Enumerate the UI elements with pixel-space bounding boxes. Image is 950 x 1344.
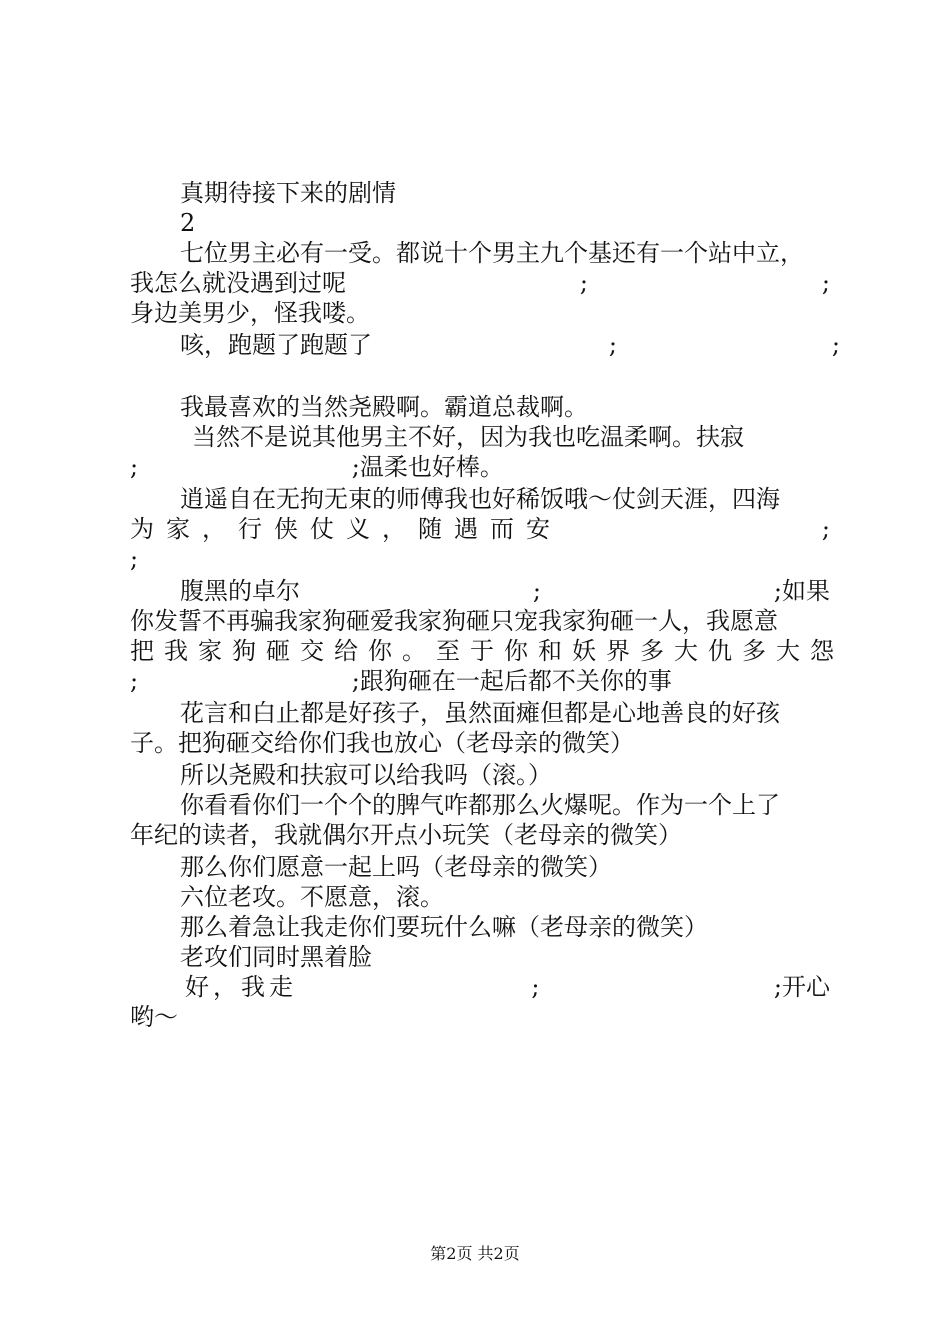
text-line: 你发誓不再骗我家狗砸爱我家狗砸只宠我家狗砸一人，我愿意 xyxy=(130,607,778,635)
text-segment: ;如果 xyxy=(773,577,830,605)
text-line xyxy=(130,576,830,606)
text-segment: ; xyxy=(821,269,830,297)
page-footer: 第2页 共2页 xyxy=(430,1244,520,1263)
text-segment: 我怎么就没遇到过呢 xyxy=(130,269,346,297)
text-line: 身边美男少，怪我喽。 xyxy=(130,299,370,327)
text-segment: ; xyxy=(579,269,588,297)
text-line xyxy=(130,452,504,482)
text-segment: ; xyxy=(608,331,617,359)
text-segment: ;开心 xyxy=(773,973,830,1001)
text-line xyxy=(180,330,840,360)
text-segment: ; xyxy=(821,515,830,543)
text-line: 花言和白止都是好孩子，虽然面瘫但都是心地善良的好孩 xyxy=(180,699,780,727)
text-line: 你看看你们一个个的脾气咋都那么火爆呢。作为一个上了 xyxy=(180,791,780,819)
text-segment: 好，我走 xyxy=(185,973,297,1001)
text-line xyxy=(130,972,830,1002)
text-line: 七位男主必有一受。都说十个男主九个基还有一个站中立， xyxy=(180,239,804,267)
text-line: 那么着急让我走你们要玩什么嘛（老母亲的微笑） xyxy=(180,913,708,941)
text-line xyxy=(130,666,672,696)
text-segment: 为家，行侠仗义，随遇而安 xyxy=(130,515,562,543)
text-segment: ; xyxy=(532,577,541,605)
text-line: ; xyxy=(130,545,139,573)
text-line: 六位老攻。不愿意，滚。 xyxy=(180,883,444,911)
text-line: 真期待接下来的剧情 xyxy=(180,179,396,207)
text-line: 当然不是说其他男主不好，因为我也吃温柔啊。扶寂 xyxy=(192,423,744,451)
text-segment: ;跟狗砸在一起后都不关你的事 xyxy=(351,667,672,695)
text-segment: ; xyxy=(531,973,540,1001)
text-line: 哟～ xyxy=(130,1003,178,1031)
text-line xyxy=(130,268,830,298)
text-line: 那么你们愿意一起上吗（老母亲的微笑） xyxy=(180,853,612,881)
text-line: 2 xyxy=(180,209,196,237)
text-line xyxy=(130,514,830,544)
text-line: 子。把狗砸交给你们我也放心（老母亲的微笑） xyxy=(130,729,634,757)
text-line: 我最喜欢的当然尧殿啊。霸道总裁啊。 xyxy=(180,393,588,421)
text-segment: ; xyxy=(130,667,139,695)
text-segment: ; xyxy=(831,331,840,359)
text-segment: 咳，跑题了跑题了 xyxy=(180,331,372,359)
text-line: 所以尧殿和扶寂可以给我吗（滚。） xyxy=(180,761,552,789)
text-line: 逍遥自在无拘无束的师傅我也好稀饭哦～仗剑天涯，四海 xyxy=(180,485,780,513)
text-line: 把我家狗砸交给你。至于你和妖界多大仇多大怨 xyxy=(130,637,844,665)
text-segment: 腹黑的卓尔 xyxy=(180,577,300,605)
text-line: 老攻们同时黑着脸 xyxy=(180,943,372,971)
text-segment: ; xyxy=(130,453,139,481)
text-line: 年纪的读者，我就偶尔开点小玩笑（老母亲的微笑） xyxy=(130,821,682,849)
text-segment: ;温柔也好棒。 xyxy=(351,453,504,481)
